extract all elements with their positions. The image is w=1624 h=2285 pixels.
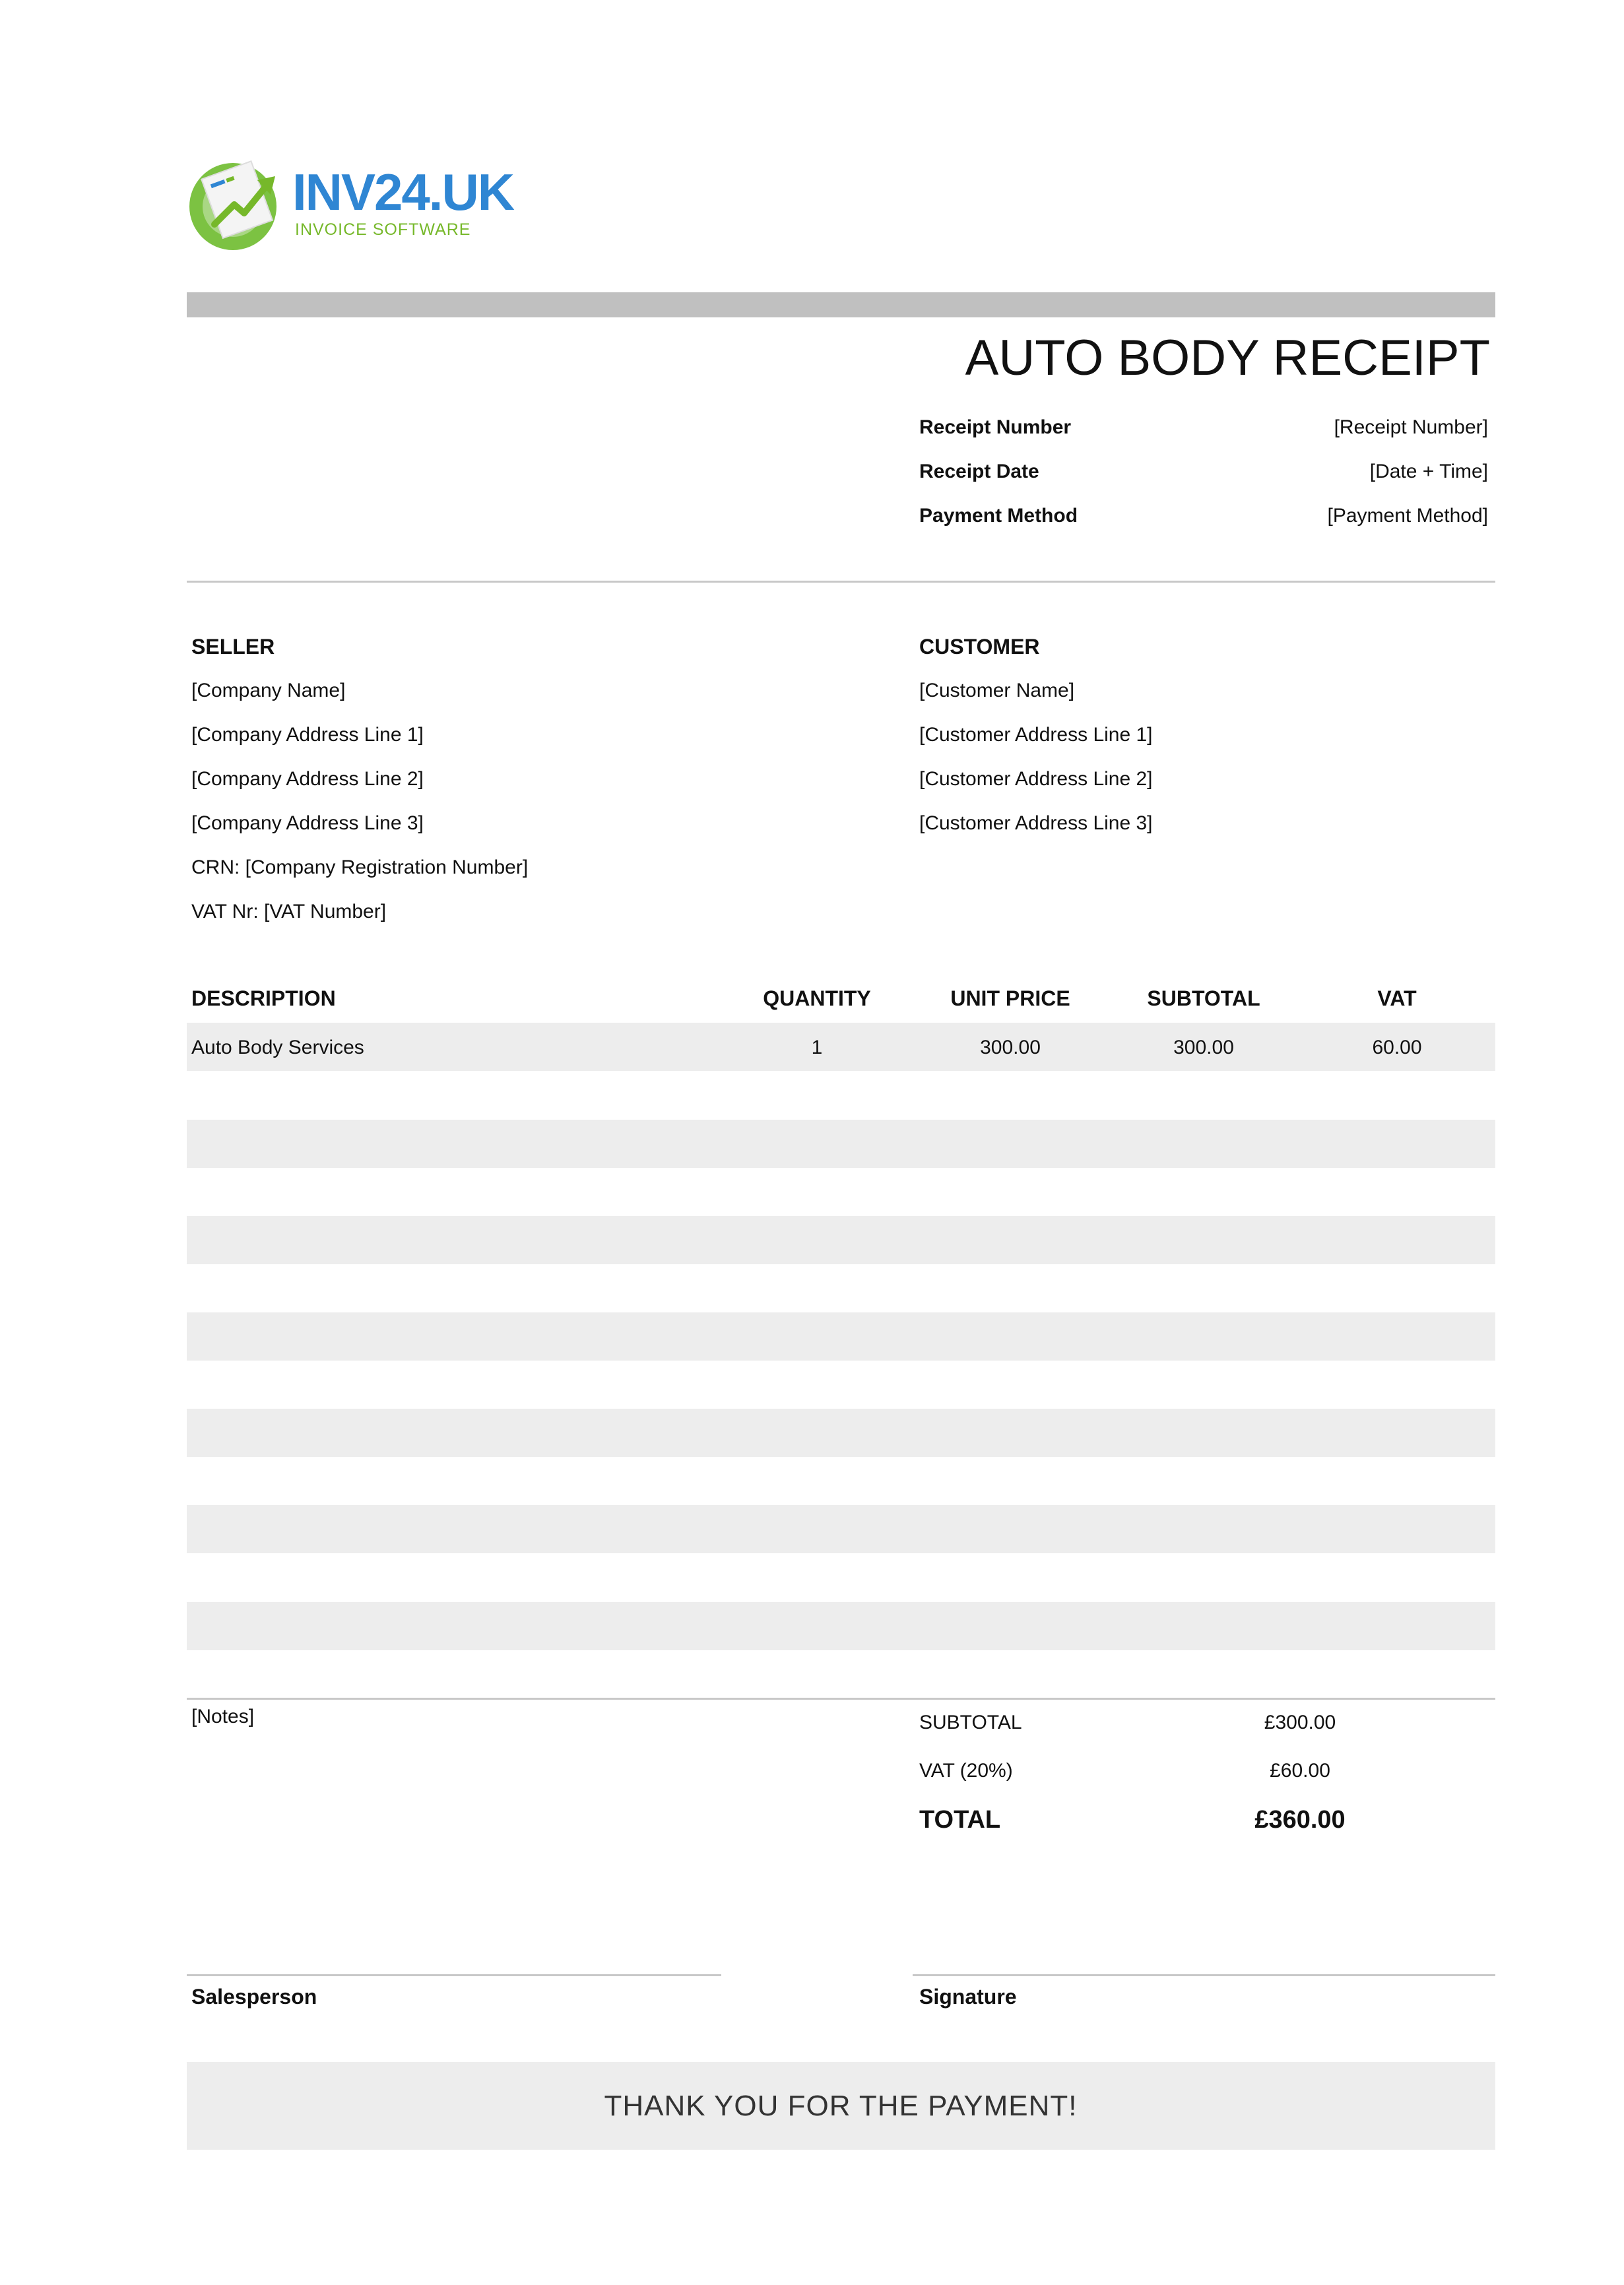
table-row [187,1602,1495,1650]
receipt-date-label: Receipt Date [919,461,1039,482]
totals-subtotal-label: SUBTOTAL [919,1712,1022,1733]
totals-total-value: £360.00 [1254,1806,1346,1834]
salesperson-label: Salesperson [191,1985,317,2009]
signature-label: Signature [919,1985,1017,2009]
header-bar [187,292,1495,317]
customer-line: [Customer Address Line 3] [919,812,1153,834]
table-header-unit-price: UNIT PRICE [950,986,1070,1010]
seller-line: [Company Address Line 2] [191,768,424,790]
table-row [187,1312,1495,1361]
item-vat: 60.00 [1372,1037,1422,1058]
document-title: AUTO BODY RECEIPT [965,330,1490,386]
totals-total-label: TOTAL [919,1806,1001,1834]
item-unit-price: 300.00 [980,1037,1041,1058]
totals-vat-label: VAT (20%) [919,1760,1013,1782]
seller-line: CRN: [Company Registration Number] [191,856,529,878]
table-header-subtotal: SUBTOTAL [1147,986,1260,1010]
salesperson-signature-line [187,1974,721,1976]
thank-you-message: THANK YOU FOR THE PAYMENT! [604,2090,1078,2122]
customer-line: [Customer Address Line 2] [919,768,1153,790]
receipt-number-label: Receipt Number [919,416,1072,438]
payment-method-value: [Payment Method] [1327,505,1488,527]
customer-line: [Customer Address Line 1] [919,724,1153,746]
totals-subtotal-value: £300.00 [1264,1712,1336,1733]
seller-line: [Company Address Line 1] [191,724,424,746]
table-row [187,1120,1495,1168]
totals-vat-value: £60.00 [1270,1760,1330,1782]
seller-line: [Company Name] [191,680,346,701]
logo-tagline: INVOICE SOFTWARE [295,220,471,239]
customer-line: [Customer Name] [919,680,1075,701]
seller-heading: SELLER [191,635,275,659]
table-header-quantity: QUANTITY [763,986,871,1010]
notes: [Notes] [191,1706,255,1727]
receipt-date-value: [Date + Time] [1369,461,1488,482]
table-header-vat: VAT [1377,986,1417,1010]
customer-heading: CUSTOMER [919,635,1040,659]
table-row [187,1023,1495,1071]
receipt-number-value: [Receipt Number] [1334,416,1488,438]
item-subtotal: 300.00 [1173,1037,1234,1058]
table-header-description: DESCRIPTION [191,986,336,1010]
divider [187,1698,1495,1700]
table-row [187,1505,1495,1553]
table-row [187,1216,1495,1264]
divider [187,581,1495,583]
item-quantity: 1 [811,1037,823,1058]
payment-method-label: Payment Method [919,505,1078,527]
seller-line: VAT Nr: [VAT Number] [191,901,387,922]
seller-line: [Company Address Line 3] [191,812,424,834]
customer-signature-line [913,1974,1495,1976]
logo-name: INV24.UK [292,163,514,221]
table-row [187,1409,1495,1457]
item-description: Auto Body Services [191,1037,364,1058]
